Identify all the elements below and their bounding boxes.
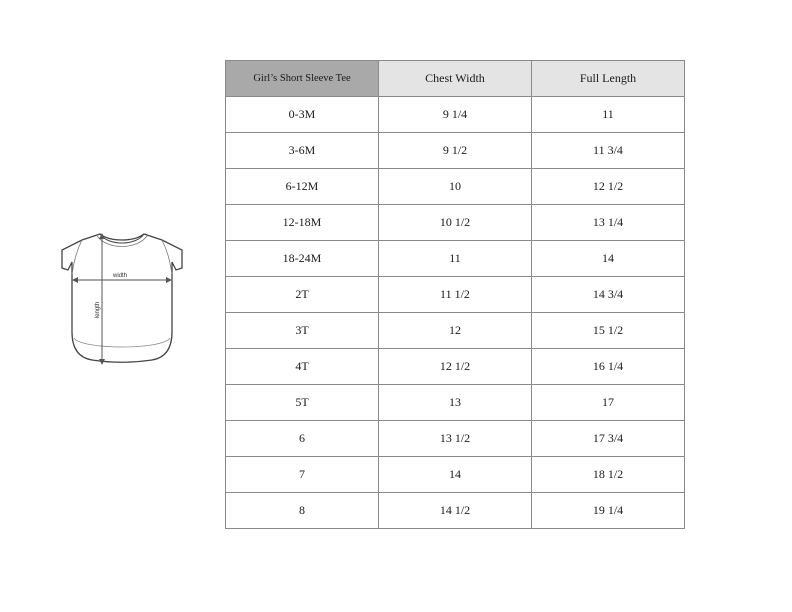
size-cell: 3T [226, 313, 379, 349]
chest-width-cell: 13 [379, 385, 532, 421]
chest-width-cell: 11 [379, 241, 532, 277]
size-cell: 18-24M [226, 241, 379, 277]
full-length-cell: 17 [532, 385, 685, 421]
full-length-cell: 12 1/2 [532, 169, 685, 205]
table-row [226, 313, 685, 349]
table-row [226, 385, 685, 421]
width-label: width [112, 273, 128, 279]
size-cell: 0-3M [226, 97, 379, 133]
header-full-length: Full Length [532, 61, 685, 97]
size-cell: 6 [226, 421, 379, 457]
tshirt-diagram [52, 222, 192, 372]
chest-width-cell: 11 1/2 [379, 277, 532, 313]
full-length-cell: 19 1/4 [532, 493, 685, 529]
chest-width-cell: 13 1/2 [379, 421, 532, 457]
table-row [226, 97, 685, 133]
size-cell: 7 [226, 457, 379, 493]
table-row [226, 205, 685, 241]
table-row [226, 349, 685, 385]
table-row [226, 169, 685, 205]
full-length-cell: 11 3/4 [532, 133, 685, 169]
chest-width-cell: 12 1/2 [379, 349, 532, 385]
full-length-cell: 14 3/4 [532, 277, 685, 313]
size-cell: 6-12M [226, 169, 379, 205]
size-cell: 8 [226, 493, 379, 529]
header-product: Girl’s Short Sleeve Tee [226, 61, 379, 97]
table-row [226, 493, 685, 529]
table-row [226, 277, 685, 313]
chest-width-cell: 10 [379, 169, 532, 205]
table-row [226, 241, 685, 277]
size-chart-table [225, 60, 685, 529]
full-length-cell: 16 1/4 [532, 349, 685, 385]
full-length-cell: 13 1/4 [532, 205, 685, 241]
table-row [226, 457, 685, 493]
size-cell: 2T [226, 277, 379, 313]
table-row [226, 421, 685, 457]
size-cell: 12-18M [226, 205, 379, 241]
chest-width-cell: 9 1/2 [379, 133, 532, 169]
full-length-cell: 15 1/2 [532, 313, 685, 349]
chest-width-cell: 10 1/2 [379, 205, 532, 241]
chest-width-cell: 12 [379, 313, 532, 349]
size-cell: 4T [226, 349, 379, 385]
chest-width-cell: 14 1/2 [379, 493, 532, 529]
header-chest-width: Chest Width [379, 61, 532, 97]
table-row [226, 133, 685, 169]
full-length-cell: 14 [532, 241, 685, 277]
size-cell: 3-6M [226, 133, 379, 169]
full-length-cell: 17 3/4 [532, 421, 685, 457]
size-cell: 5T [226, 385, 379, 421]
chest-width-cell: 14 [379, 457, 532, 493]
chest-width-cell: 9 1/4 [379, 97, 532, 133]
full-length-cell: 11 [532, 97, 685, 133]
full-length-cell: 18 1/2 [532, 457, 685, 493]
length-label: length [95, 301, 101, 319]
table-header-row [226, 61, 685, 97]
